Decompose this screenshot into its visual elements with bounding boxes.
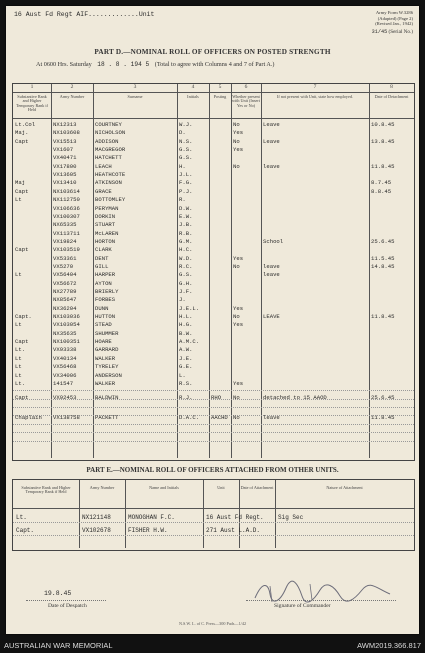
part-d-cell-num: VX40134 <box>53 354 77 362</box>
part-d-cell-surname: BOTTOMLEY <box>95 196 126 204</box>
part-d-cell-init: A.M.C. <box>179 338 200 346</box>
part-d-blank-line <box>13 441 414 442</box>
part-d-row <box>13 394 419 403</box>
part-d-cell-surname: McLAREN <box>95 229 119 237</box>
part-d-cell-present: No <box>233 262 240 270</box>
despatch-date-rule <box>26 600 106 601</box>
part-d-cell-rank: Capt. <box>15 313 32 321</box>
part-d-cell-surname: GRACE <box>95 187 112 195</box>
serial-number: 31/45 <box>371 29 388 36</box>
part-d-cell-init: D.W. <box>179 204 193 212</box>
part-e-cell-name: FISHER H.W. <box>128 527 168 534</box>
part-d-cell-employ: leave <box>263 271 280 279</box>
part-d-column-number: 4 <box>191 84 195 90</box>
part-d-blank-line <box>13 390 414 391</box>
part-e-column-header: Unit <box>217 485 225 490</box>
part-e-cell-unit: 271 Aust L.A.D. <box>206 527 261 534</box>
part-e-cell-rank: Capt. <box>16 527 35 534</box>
part-d-cell-surname: GILL <box>95 262 109 270</box>
despatch-date-label: Date of Despatch <box>48 603 87 609</box>
part-d-cell-date: 25.6.45 <box>371 237 395 245</box>
despatch-date: 19.8.45 <box>44 590 72 597</box>
part-d-cell-post: RHO <box>211 394 222 401</box>
part-d-cell-init: D.A.C. <box>179 414 200 421</box>
part-d-cell-employ: LEAVE <box>263 313 280 321</box>
part-d-cell-init: H. <box>179 162 186 170</box>
part-d-cell-init: R.J. <box>179 394 193 401</box>
part-d-cell-surname: WALKER <box>95 379 116 387</box>
part-d-cell-employ: leave <box>263 414 280 421</box>
part-d-cell-init: J.E. <box>179 354 193 362</box>
part-d-column-number: 1 <box>30 84 34 90</box>
part-d-cell-date: 11.8.45 <box>371 313 395 321</box>
part-e-cell-name: MONOGHAN F.C. <box>128 514 175 521</box>
part-d-cell-num: NX112750 <box>53 196 80 204</box>
part-d-cell-date: 10.8.45 <box>371 121 395 128</box>
part-d-cell-init: G.S. <box>179 154 193 162</box>
part-d-cell-date: 25.6.45 <box>371 394 395 401</box>
part-d-cell-present: No <box>233 313 240 321</box>
part-d-cell-num: NX103036 <box>53 313 80 321</box>
part-d-cell-num: NX103608 <box>53 129 80 137</box>
part-d-cell-num: VX56404 <box>53 271 77 279</box>
part-d-cell-rank: Chaplain <box>15 414 42 421</box>
part-d-cell-init: G.M. <box>179 237 193 245</box>
part-d-cell-present: Yes <box>233 254 244 262</box>
archive-reference: AWM2019.366.817 <box>357 640 421 650</box>
part-d-cell-surname: ADDISON <box>95 137 119 145</box>
part-e-cell-num: VX102678 <box>82 527 111 534</box>
part-e-title: PART E.—NOMINAL ROLL OF OFFICERS ATTACHED FROM OTHER UNITS. <box>86 466 339 474</box>
part-d-cell-present: Yes <box>233 379 244 387</box>
part-d-cell-num: VX34006 <box>53 371 77 379</box>
part-d-cell-surname: HOARE <box>95 338 112 346</box>
part-e-column-header: Name and Initials <box>149 485 179 490</box>
part-d-cell-rank: Capt <box>15 394 29 401</box>
part-d-cell-surname: DORKIN <box>95 212 116 220</box>
part-d-cell-init: G.H. <box>179 279 193 287</box>
part-d-cell-surname: COURTNEY <box>95 121 122 128</box>
part-d-cell-init: G.E. <box>179 363 193 371</box>
part-d-cell-rank: Lt <box>15 354 22 362</box>
part-d-cell-employ: Leave <box>263 121 280 128</box>
part-d-cell-num: VX138758 <box>53 414 80 421</box>
part-d-cell-num: VX92453 <box>53 394 77 401</box>
part-d-cell-employ: detached to 15 AAOD <box>263 394 327 401</box>
part-d-cell-num: NX36204 <box>53 304 77 312</box>
form-id-line3: (Revised Jan., 1942) <box>375 21 413 27</box>
part-d-cell-surname: BALDWIN <box>95 394 119 401</box>
part-d-cell-surname: WALKER <box>95 354 116 362</box>
part-d-cell-init: J.F. <box>179 288 193 295</box>
part-d-cell-surname: HEATHCOTE <box>95 171 126 179</box>
part-d-cell-num: VX103519 <box>53 246 80 254</box>
part-d-cell-num: NX12313 <box>53 121 77 128</box>
part-d-cell-num: NX103614 <box>53 187 80 195</box>
printer-imprint: N.S.W. L. of C. Press—300 Pads—1/42 <box>178 621 247 626</box>
part-d-cell-rank: Lt <box>15 371 22 379</box>
part-d-cell-present: No <box>233 137 240 145</box>
part-d-cell-num: VX53361 <box>53 254 77 262</box>
part-d-cell-num: NX100351 <box>53 338 80 346</box>
part-d-cell-surname: SHUMMER <box>95 329 119 337</box>
part-e-cell-nature: Sig Sec <box>278 514 304 521</box>
part-d-cell-present: Yes <box>233 304 244 312</box>
part-d-header-rule <box>13 118 414 119</box>
part-d-cell-employ: leave <box>263 162 280 170</box>
part-d-cell-num: NX85647 <box>53 296 77 304</box>
part-d-cell-surname: DENT <box>95 254 109 262</box>
part-d-column-header: Army Number <box>59 94 85 99</box>
part-d-cell-rank: Lt <box>15 271 22 279</box>
part-d-column-number: 3 <box>133 84 137 90</box>
part-d-cell-surname: HARPER <box>95 271 116 279</box>
part-d-blank-line <box>13 407 414 408</box>
part-d-row <box>13 414 419 423</box>
part-d-column-number: 6 <box>244 84 248 90</box>
part-d-cell-surname: AYTON <box>95 279 112 287</box>
part-e-cell-rank: Lt. <box>16 514 27 521</box>
part-d-cell-init: E.W. <box>179 212 193 220</box>
part-d-cell-init: G.S. <box>179 146 193 154</box>
part-d-cell-surname: BRIERLY <box>95 288 119 295</box>
part-d-cell-date: 11.8.45 <box>371 414 395 421</box>
part-d-cell-num: VX5270 <box>53 262 74 270</box>
part-d-cell-init: R.S. <box>179 379 193 387</box>
part-d-cell-date: 13.8.45 <box>371 137 395 145</box>
part-e-cell-unit: 16 Aust Fd Regt. <box>206 514 264 521</box>
part-d-cell-present: No <box>233 394 240 401</box>
part-d-cell-init: L. <box>179 371 186 379</box>
part-d-cell-surname: NICHOLSON <box>95 129 126 137</box>
part-d-column-header: Substantive Rank and Higher Temporary Rank if Held <box>16 94 48 113</box>
part-d-totals-note: (Total to agree with Columns 4 and 7 of Part A.) <box>154 61 275 68</box>
commander-signature <box>250 578 400 606</box>
part-d-cell-num: 141547 <box>53 379 74 387</box>
part-d-column-header: Posting <box>213 94 227 99</box>
part-d-cell-rank: Maj. <box>15 129 29 137</box>
part-e-row-line <box>13 522 414 523</box>
part-d-cell-employ: leave <box>263 262 280 270</box>
signature-rule <box>246 600 396 601</box>
part-d-cell-rank: Capt <box>15 246 29 254</box>
part-d-cell-present: Yes <box>233 129 244 137</box>
part-d-cell-surname: HATCHETT <box>95 154 122 162</box>
part-d-cell-surname: LEACH <box>95 162 112 170</box>
part-d-cell-rank: Lt <box>15 196 22 204</box>
part-d-cell-init: A.W. <box>179 346 193 354</box>
part-d-cell-present: Yes <box>233 321 244 329</box>
part-d-cell-employ: School <box>263 237 284 245</box>
part-d-cell-num: VX100307 <box>53 212 80 220</box>
part-d-blank-line <box>13 424 414 425</box>
part-d-column-header: Date of Detachment <box>374 94 409 99</box>
part-d-column-header: Initials <box>187 94 199 99</box>
part-d-cell-init: H.C. <box>179 246 193 254</box>
part-e-column-header: Army Number <box>89 485 115 490</box>
part-d-cell-surname: PACKETT <box>95 414 119 421</box>
part-d-column-number: 8 <box>390 84 393 90</box>
part-d-date: 18 . 8 . 194 5 <box>97 61 150 68</box>
part-d-cell-surname: DUNN <box>95 304 109 312</box>
part-d-cell-num: NX35635 <box>53 329 77 337</box>
part-d-cell-surname: ANDERSON <box>95 371 122 379</box>
unit-line: 16 Aust Fd Regt AIF.............Unit <box>14 11 155 18</box>
part-d-cell-num: VX15513 <box>53 137 77 145</box>
part-d-cell-init: W.J. <box>179 121 193 128</box>
part-d-at-text: At 0600 Hrs. Saturday <box>36 61 92 68</box>
part-d-cell-present: Yes <box>233 146 244 154</box>
part-d-cell-present: No <box>233 121 240 128</box>
part-d-cell-num: VX13605 <box>53 171 77 179</box>
part-d-table <box>12 83 415 461</box>
part-d-cell-rank: Lt <box>15 363 22 371</box>
part-d-cell-init: H.L. <box>179 313 193 321</box>
part-d-column-header: Surname <box>127 94 143 99</box>
part-d-cell-post: AACHD <box>211 414 228 421</box>
part-d-at-line <box>36 61 274 68</box>
part-d-cell-date: 11.8.45 <box>371 162 395 170</box>
part-d-cell-num: VX113711 <box>53 229 80 237</box>
part-e-header-rule <box>13 508 414 509</box>
part-e-table <box>12 479 415 551</box>
part-d-cell-num: VX40471 <box>53 154 77 162</box>
part-d-cell-init: R. <box>179 196 186 204</box>
form-id-line2: (Adapted) (Page 2) <box>377 15 413 21</box>
part-d-cell-rank: Lt.Col <box>15 121 36 128</box>
signature-label: Signature of Commander <box>274 603 331 609</box>
part-d-cell-init: G.S. <box>179 271 193 279</box>
part-e-column-header: Nature of Attachment <box>326 485 363 490</box>
part-d-cell-rank: Lt. <box>15 346 26 354</box>
part-d-column-number: 5 <box>218 84 222 90</box>
part-d-title: PART D.—NOMINAL ROLL OF OFFICERS ON POSTED STRENGTH <box>94 48 331 56</box>
part-d-cell-rank: Capt <box>15 187 29 195</box>
part-d-cell-employ: Leave <box>263 137 280 145</box>
part-d-cell-init: H.G. <box>179 321 193 329</box>
part-d-cell-surname: PERYMAN <box>95 204 119 212</box>
part-d-column-header: Whether present with Unit (Insert Yes or No) <box>232 94 260 108</box>
part-d-column-number: 7 <box>313 84 317 90</box>
part-d-cell-date: 11.5.45 <box>371 254 395 262</box>
part-d-cell-surname: GARRARD <box>95 346 119 354</box>
part-d-cell-init: J.E.L. <box>179 304 200 312</box>
part-d-cell-num: VX19824 <box>53 237 77 245</box>
part-d-cell-rank: Lt. <box>15 379 26 387</box>
part-d-cell-num: VX93338 <box>53 346 77 354</box>
part-d-cell-num: VX17800 <box>53 162 77 170</box>
part-d-cell-date: 14.8.45 <box>371 262 395 270</box>
part-d-numbers-rule <box>13 92 414 93</box>
part-e-row-line <box>13 535 414 536</box>
part-d-cell-surname: MACGREGOR <box>95 146 126 154</box>
part-d-row <box>13 380 419 389</box>
part-d-blank-line <box>13 432 414 433</box>
part-d-cell-init: P.J. <box>179 187 193 195</box>
part-d-column-header: If not present with Unit, state how employed. <box>277 94 353 99</box>
part-d-cell-surname: TYRELEY <box>95 363 119 371</box>
part-d-cell-num: VX56468 <box>53 363 77 371</box>
part-d-column-number: 2 <box>70 84 74 90</box>
part-d-cell-num: VX106636 <box>53 204 80 212</box>
part-d-cell-rank: Capt <box>15 338 29 346</box>
part-d-cell-num: NX27789 <box>53 288 77 295</box>
part-d-cell-date: 8.7.45 <box>371 179 392 187</box>
part-d-cell-surname: STEAD <box>95 321 112 329</box>
part-d-cell-init: R.C. <box>179 262 193 270</box>
part-d-cell-rank: Maj <box>15 179 26 187</box>
archive-footer <box>0 637 425 653</box>
part-d-cell-init: J.B. <box>179 221 193 229</box>
part-d-cell-surname: CLARK <box>95 246 112 254</box>
part-d-cell-num: VX13410 <box>53 179 77 187</box>
part-d-cell-init: J. <box>179 296 186 304</box>
part-d-cell-init: W.D. <box>179 254 193 262</box>
part-e-column-header: Substantive Rank and Higher Temporary Rank if Held <box>21 485 71 495</box>
form-id-line1: Army Form W.3286 <box>375 10 413 15</box>
part-e-column-header: Date of Attachment <box>240 485 274 490</box>
part-d-cell-rank: Capt <box>15 137 29 145</box>
part-d-cell-surname: ATKINSON <box>95 179 122 187</box>
part-d-cell-surname: HORTON <box>95 237 116 245</box>
part-d-cell-present: No <box>233 414 240 421</box>
part-d-cell-num: VX103054 <box>53 321 80 329</box>
part-d-cell-init: J.L. <box>179 171 193 179</box>
part-d-cell-num: VX1607 <box>53 146 74 154</box>
archive-name: AUSTRALIAN WAR MEMORIAL <box>4 640 113 650</box>
part-d-cell-init: B.W. <box>179 329 193 337</box>
part-d-cell-date: 8.8.45 <box>371 187 392 195</box>
part-d-cell-num: NX65335 <box>53 221 77 229</box>
part-d-cell-surname: STUART <box>95 221 116 229</box>
part-d-cell-init: N.S. <box>179 137 193 145</box>
part-d-cell-init: R.B. <box>179 229 193 237</box>
part-d-cell-present: No <box>233 162 240 170</box>
part-d-cell-surname: HUTTON <box>95 313 116 321</box>
part-e-cell-num: NX121148 <box>82 514 111 521</box>
part-d-cell-init: D. <box>179 129 186 137</box>
part-d-cell-num: VX56672 <box>53 279 77 287</box>
document-page <box>6 6 419 634</box>
part-d-cell-init: F.G. <box>179 179 193 187</box>
part-d-cell-rank: Lt <box>15 321 22 329</box>
serial-label: (Serial No.) <box>388 29 413 36</box>
part-d-cell-surname: FORBES <box>95 296 116 304</box>
form-id-block <box>372 10 413 36</box>
